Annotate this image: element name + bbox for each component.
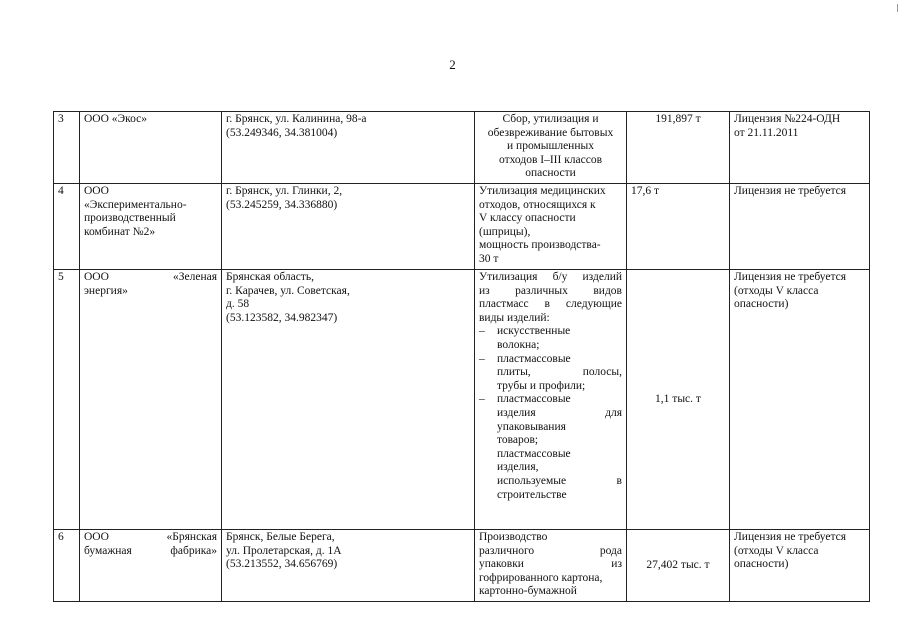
table-row bbox=[54, 112, 870, 184]
license-line: Лицензия не требуется bbox=[734, 185, 847, 197]
volume-cell: 27,402 тыс. т bbox=[627, 530, 730, 602]
license-cell bbox=[730, 112, 870, 184]
volume-cell: 1,1 тыс. т bbox=[627, 270, 730, 530]
license-cell bbox=[730, 530, 870, 602]
activity-line: Сбор, утилизация и bbox=[502, 113, 599, 125]
list-item bbox=[479, 393, 622, 502]
activity-line: пластмасс в следующие bbox=[479, 298, 622, 311]
row-number: 4 bbox=[54, 184, 80, 270]
list-item-line: – пластмассовые bbox=[497, 352, 571, 365]
address-line: ул. Пролетарская, д. 1А bbox=[226, 544, 342, 557]
list-item-line: – искусственные bbox=[497, 325, 571, 338]
organization-name: ООО bbox=[84, 185, 109, 197]
activity-line: картонно-бумажной bbox=[479, 585, 577, 598]
list-item bbox=[479, 325, 622, 352]
row-number: 6 bbox=[54, 530, 80, 602]
activity-line: (шприцы), bbox=[479, 225, 531, 238]
activity-line: 30 т bbox=[479, 252, 499, 265]
organization-name bbox=[84, 271, 217, 285]
list-item-line: изделия для bbox=[497, 406, 622, 419]
table-row bbox=[54, 270, 870, 530]
activity-cell bbox=[475, 270, 627, 530]
list-item-line: упаковывания bbox=[497, 420, 566, 433]
list-item-line: используемые в bbox=[497, 474, 622, 487]
coordinates: (53.123582, 34.982347) bbox=[226, 311, 338, 324]
address-cell bbox=[222, 530, 475, 602]
activity-line: Производство bbox=[479, 531, 548, 543]
address-cell bbox=[222, 184, 475, 270]
organization-cell bbox=[80, 530, 222, 602]
row-number: 5 bbox=[54, 270, 80, 530]
volume-cell: 17,6 т bbox=[627, 184, 730, 270]
activity-line: и промышленных bbox=[507, 140, 594, 153]
volume-cell: 191,897 т bbox=[627, 112, 730, 184]
list-item-line: строительстве bbox=[497, 488, 567, 501]
address-line: Брянск, Белые Берега, bbox=[226, 531, 335, 543]
activity-line: опасности bbox=[525, 167, 576, 180]
organization-name bbox=[84, 531, 217, 545]
address-line: д. 58 bbox=[226, 298, 250, 311]
table-row bbox=[54, 184, 870, 270]
activity-line: мощность производства- bbox=[479, 239, 601, 252]
activity-line: V классу опасности bbox=[479, 212, 576, 225]
organization-name: производственный bbox=[84, 212, 176, 225]
activity-line: отходов, относящихся к bbox=[479, 198, 596, 211]
list-item-line: плиты, полосы, bbox=[497, 366, 622, 379]
organization-cell bbox=[80, 112, 222, 184]
address-line: г. Брянск, ул. Глинки, 2, bbox=[226, 185, 343, 197]
org-name-part: фабрика» bbox=[170, 544, 217, 557]
organization-name: «Экспериментально- bbox=[84, 198, 187, 211]
coordinates: (53.249346, 34.381004) bbox=[226, 126, 338, 139]
license-line: Лицензия не требуется bbox=[734, 271, 847, 283]
list-item-line: товаров; bbox=[497, 434, 539, 447]
list-item-line: трубы и профили; bbox=[497, 379, 586, 392]
organization-name bbox=[84, 545, 217, 559]
activity-line: из различных видов bbox=[479, 284, 622, 297]
table-row bbox=[54, 530, 870, 602]
org-form: ООО bbox=[84, 531, 109, 543]
license-line: Лицензия №224-ОДН bbox=[734, 113, 841, 125]
activity-cell bbox=[475, 530, 627, 602]
license-line: (отходы V класса bbox=[734, 284, 819, 297]
list-item-line: волокна; bbox=[497, 338, 540, 351]
coordinates: (53.245259, 34.336880) bbox=[226, 198, 338, 211]
organization-name: энергия» bbox=[84, 284, 128, 297]
waste-facility-table bbox=[53, 111, 870, 602]
page-number: 2 bbox=[449, 57, 456, 72]
activity-cell bbox=[475, 184, 627, 270]
coordinates: (53.213552, 34.656769) bbox=[226, 558, 338, 571]
activity-cell bbox=[475, 112, 627, 184]
activity-line: гофрированного картона, bbox=[479, 571, 603, 584]
address-line: Брянская область, bbox=[226, 271, 314, 283]
org-form: ООО bbox=[84, 271, 109, 283]
list-item bbox=[479, 353, 622, 394]
product-list bbox=[479, 325, 622, 502]
license-line: Лицензия не требуется bbox=[734, 531, 847, 543]
address-line: г. Брянск, ул. Калинина, 98-а bbox=[226, 113, 367, 125]
list-item-line: – пластмассовые bbox=[497, 393, 571, 406]
activity-line: упаковки из bbox=[479, 558, 622, 571]
license-line: опасности) bbox=[734, 558, 789, 571]
activity-line: различного рода bbox=[479, 544, 622, 557]
row-number: 3 bbox=[54, 112, 80, 184]
org-name-part: «Брянская bbox=[166, 531, 217, 543]
organization-name: ООО «Экос» bbox=[84, 113, 148, 125]
license-line: от 21.11.2011 bbox=[734, 126, 799, 139]
organization-name: комбинат №2» bbox=[84, 225, 156, 238]
organization-cell bbox=[80, 270, 222, 530]
org-name-part: «Зеленая bbox=[172, 271, 217, 283]
address-cell bbox=[222, 112, 475, 184]
scan-edge-mark bbox=[897, 4, 898, 12]
license-cell bbox=[730, 184, 870, 270]
license-line: (отходы V класса bbox=[734, 544, 819, 557]
address-cell bbox=[222, 270, 475, 530]
activity-line: виды изделий: bbox=[479, 311, 550, 324]
license-line: опасности) bbox=[734, 298, 789, 311]
license-cell bbox=[730, 270, 870, 530]
org-name-part: бумажная bbox=[84, 544, 132, 557]
list-item-line: изделия, bbox=[497, 461, 539, 474]
list-item-line: пластмассовые bbox=[497, 447, 571, 460]
activity-line: Утилизация медицинских bbox=[479, 185, 606, 197]
activity-line: Утилизация б/у изделий bbox=[479, 271, 622, 283]
address-line: г. Карачев, ул. Советская, bbox=[226, 284, 350, 297]
activity-line: отходов I–III классов bbox=[498, 153, 603, 166]
activity-line: обезвреживание бытовых bbox=[487, 126, 614, 139]
organization-cell bbox=[80, 184, 222, 270]
